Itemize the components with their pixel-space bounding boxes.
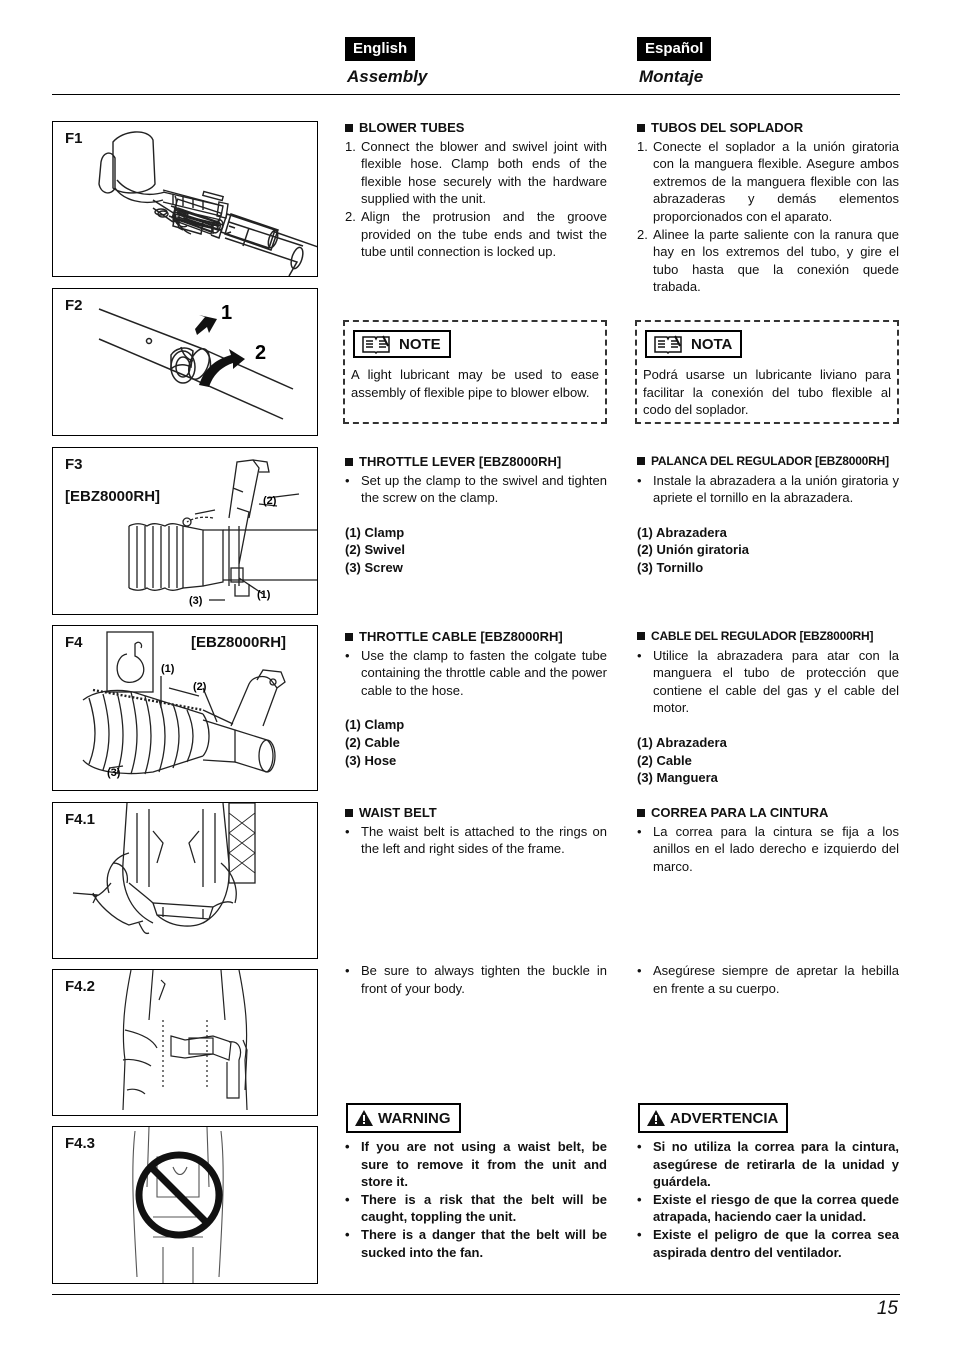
step-text: Connect the blower and swivel joint with flexible hose. Clamp both ends of the flexible hose securely with the hardware supplied with the unit. xyxy=(361,138,607,207)
square-bullet-icon xyxy=(637,809,645,817)
waist-belt-illustration xyxy=(53,803,317,958)
figure-label: F2 xyxy=(65,297,83,314)
callout-1: (1) xyxy=(257,589,271,601)
buckle-note-es: • Asegúrese siempre de apretar la hebilla en frente a su cuerpo. xyxy=(637,963,899,996)
throttle-lever-illustration xyxy=(53,448,317,614)
no-belt-illustration xyxy=(53,1127,317,1283)
note-label: NOTA xyxy=(645,330,742,358)
section-title-en: Assembly xyxy=(347,67,428,86)
tube-connection-illustration xyxy=(53,289,317,435)
figure-model: [EBZ8000RH] xyxy=(191,634,287,651)
espanol-tag: Español xyxy=(637,37,711,61)
blower-tubes-illustration xyxy=(53,122,317,276)
step-text: Alinee la parte saliente con la ranura que hay en los extremos del tubo, y gire el tubo hasta que la conexión quede trabada. xyxy=(653,226,899,295)
callout-2: 2 xyxy=(255,342,267,364)
note-text: A light lubricant may be used to ease assembly of flexible pipe to blower elbow. xyxy=(351,367,599,400)
legend-item: (3) Screw xyxy=(345,559,403,575)
callout-2: (2) xyxy=(193,681,207,693)
figure-label: F4.3 xyxy=(65,1135,96,1152)
warning-triangle-icon xyxy=(646,1109,666,1127)
waist-belt-en: WAIST BELT • The waist belt is attached to the rings on the left and right sides of the frame. xyxy=(345,805,607,857)
note-text: Podrá usarse un lubricante liviano para facilitar la conexión del tubo flexible al codo del soplador. xyxy=(643,367,891,418)
legend-item: (2) Cable xyxy=(637,752,692,768)
buckle-note-en: • Be sure to always tighten the buckle in front of your body. xyxy=(345,963,607,996)
figure-label: F4.1 xyxy=(65,811,96,828)
warning-label: WARNING xyxy=(346,1103,461,1133)
callout-1: (1) xyxy=(161,663,175,675)
throttle-cable-en: THROTTLE CABLE [EBZ8000RH] • Use the clamp to fasten the colgate tube containing the throttle cable and the power cable to the hose. (1) Clamp (2) Cable (3) Hose xyxy=(345,629,607,768)
step-text: Conecte el soplador a la unión giratoria con la manguera flexible. Asegure ambos extremos de la manguera flexible con las abrazaderas y demás elementos proporcionados con el aparato. xyxy=(653,138,899,224)
bullet-text: Use the clamp to fasten the colgate tube containing the throttle cable and the power cable to the hose. xyxy=(361,647,607,698)
warning-text: Existe el peligro de que la correa sea aspirada dentro del ventilador. xyxy=(653,1226,899,1260)
square-bullet-icon xyxy=(345,633,353,641)
section-heading: BLOWER TUBES xyxy=(359,120,465,135)
square-bullet-icon xyxy=(345,124,353,132)
square-bullet-icon xyxy=(637,632,645,640)
square-bullet-icon xyxy=(345,458,353,466)
warning-triangle-icon xyxy=(354,1109,374,1127)
legend-item: (3) Manguera xyxy=(637,770,718,786)
figure-f4-2 xyxy=(52,969,318,1116)
advertencia-label: ADVERTENCIA xyxy=(638,1103,788,1133)
blower-tubes-en: BLOWER TUBES 1. Connect the blower and swivel joint with flexible hose. Clamp both ends of the flexible hose securely with the hardware supplied with the unit. 2. Align the protrusion and the groove provided on the tube ends and twist the tube until connection is locked up. xyxy=(345,120,607,260)
throttle-lever-es: PALANCA DEL REGULADOR [EBZ8000RH] • Instale la abrazadera a la unión giratoria y apriete el tornillo en la abrazadera. (1) Abrazadera (2) Unión giratoria (3) Tornillo xyxy=(637,454,899,575)
section-heading: CORREA PARA LA CINTURA xyxy=(651,805,829,820)
buckle-illustration xyxy=(53,970,317,1115)
note-box-es xyxy=(635,320,899,424)
section-title-es: Montaje xyxy=(639,67,704,86)
callout-3: (3) xyxy=(107,767,121,779)
legend-item: (1) Abrazadera xyxy=(637,734,727,750)
bullet-text: Utilice la abrazadera para atar con la manguera el tubo de protección que contiene el cable del gas y el cable del motor. xyxy=(653,647,899,716)
figure-f4 xyxy=(52,625,318,791)
legend-item: (1) Clamp xyxy=(345,717,405,733)
warning-text: Si no utiliza la correa para la cintura, asegúrese de retirarla de la unidad y guárdela. xyxy=(653,1139,899,1190)
legend-item: (3) Hose xyxy=(345,752,397,768)
english-tag: English xyxy=(345,37,415,61)
warning-text: There is a danger that the belt will be sucked into the fan. xyxy=(361,1226,607,1260)
legend-item: (2) Unión giratoria xyxy=(637,542,749,558)
note-label: NOTE xyxy=(353,330,451,358)
warning-text: Existe el riesgo de que la correa quede atrapada, haciendo caer la unidad. xyxy=(653,1191,899,1225)
warning-text: There is a risk that the belt will be caught, toppling the unit. xyxy=(361,1191,607,1225)
square-bullet-icon xyxy=(345,809,353,817)
figure-label: F1 xyxy=(65,130,83,147)
legend-item: (1) Abrazadera xyxy=(637,524,727,540)
section-heading: TUBOS DEL SOPLADOR xyxy=(651,120,804,135)
warning-list-es: • Si no utiliza la correa para la cintura, asegúrese de retirarla de la unidad y guárdela. • Existe el riesgo de que la correa quede atrapada, haciendo caer la unidad. • Existe el peligro de que la correa sea aspirada dentro del ventilador. xyxy=(637,1139,899,1260)
figure-f4-3 xyxy=(52,1126,318,1284)
figure-f2 xyxy=(52,288,318,436)
legend-item: (1) Clamp xyxy=(345,524,405,540)
note-book-icon xyxy=(653,334,683,354)
bullet-text: Asegúrese siempre de apretar la hebilla en frente a su cuerpo. xyxy=(653,963,899,996)
figure-label: F4 xyxy=(65,634,83,651)
square-bullet-icon xyxy=(637,124,645,132)
bullet-text: Set up the clamp to the swivel and tighten the screw on the clamp. xyxy=(361,472,607,506)
note-box-en xyxy=(343,320,607,424)
square-bullet-icon xyxy=(637,457,645,465)
figure-f4-1 xyxy=(52,802,318,959)
bullet-text: Instale la abrazadera a la unión giratoria y apriete el tornillo en la abrazadera. xyxy=(653,472,899,506)
figure-label: F4.2 xyxy=(65,978,96,995)
figure-f1 xyxy=(52,121,318,277)
callout-2: (2) xyxy=(263,495,277,507)
legend-item: (3) Tornillo xyxy=(637,559,704,575)
callout-1: 1 xyxy=(221,302,233,324)
warning-list-en: • If you are not using a waist belt, be sure to remove it from the unit and store it. • There is a risk that the belt will be caught, toppling the unit. • There is a danger that the belt will be sucked into the fan. xyxy=(345,1139,607,1260)
bullet-text: La correa para la cintura se fija a los anillos en el lado derecho e izquierdo del marco. xyxy=(653,823,899,874)
throttle-cable-illustration xyxy=(53,626,317,790)
bullet-text: The waist belt is attached to the rings on the left and right sides of the frame. xyxy=(361,823,607,857)
warning-text: If you are not using a waist belt, be sure to remove it from the unit and store it. xyxy=(361,1139,607,1190)
page-number: 15 xyxy=(876,1298,898,1319)
figure-model: [EBZ8000RH] xyxy=(65,488,161,505)
section-heading: CABLE DEL REGULADOR [EBZ8000RH] xyxy=(651,629,874,643)
header-rule xyxy=(52,94,900,95)
step-text: Align the protrusion and the groove provided on the tube ends and twist the tube until connection is locked up. xyxy=(361,208,607,260)
legend-item: (2) Swivel xyxy=(345,542,405,558)
note-book-icon xyxy=(361,334,391,354)
bullet-text: Be sure to always tighten the buckle in front of your body. xyxy=(361,963,607,996)
legend-item: (2) Cable xyxy=(345,734,400,750)
throttle-lever-en: THROTTLE LEVER [EBZ8000RH] • Set up the clamp to the swivel and tighten the screw on the clamp. (1) Clamp (2) Swivel (3) Screw xyxy=(345,454,607,575)
footer-rule xyxy=(52,1294,900,1295)
throttle-cable-es: CABLE DEL REGULADOR [EBZ8000RH] • Utilice la abrazadera para atar con la manguera el tubo de protección que contiene el cable del gas y el cable del motor. (1) Abrazadera (2) Cable (3) Manguera xyxy=(637,629,899,786)
figure-f3 xyxy=(52,447,318,615)
section-heading: THROTTLE LEVER [EBZ8000RH] xyxy=(359,454,562,469)
blower-tubes-es: TUBOS DEL SOPLADOR 1. Conecte el soplador a la unión giratoria con la manguera flexible. Asegure ambos extremos de la manguera flexible con las abrazaderas y demás elementos proporcionados con el aparato. 2. Alinee la parte saliente con la ranura que hay en los extremos del tubo, y gire el tubo hasta que la conexión quede trabada. xyxy=(637,120,899,295)
figure-label: F3 xyxy=(65,456,83,473)
callout-3: (3) xyxy=(189,595,203,607)
section-heading: PALANCA DEL REGULADOR [EBZ8000RH] xyxy=(651,454,889,468)
section-heading: WAIST BELT xyxy=(359,805,437,820)
waist-belt-es: CORREA PARA LA CINTURA • La correa para la cintura se fija a los anillos en el lado derecho e izquierdo del marco. xyxy=(637,805,899,874)
section-heading: THROTTLE CABLE [EBZ8000RH] xyxy=(359,629,563,644)
